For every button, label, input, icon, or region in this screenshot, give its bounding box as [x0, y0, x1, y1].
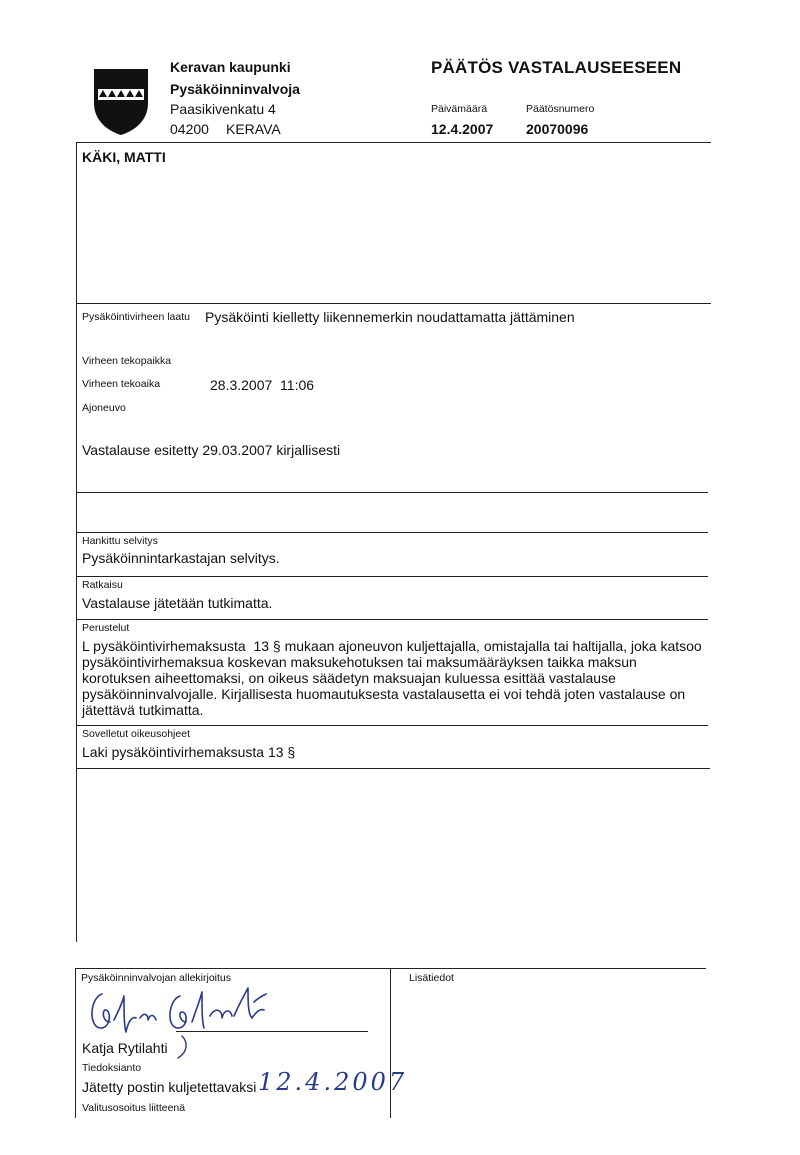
street-address: Paasikivenkatu 4 — [170, 101, 276, 117]
signature-line — [176, 1031, 368, 1032]
coat-of-arms-icon — [92, 67, 150, 137]
signature-left-border — [75, 968, 76, 1118]
signature-label: Pysäköinninvalvojan allekirjoitus — [81, 972, 231, 984]
investigation-value: Pysäköinnintarkastajan selvitys. — [82, 550, 280, 566]
violation-place-label: Virheen tekopaikka — [82, 355, 172, 367]
appendix-label: Valitusosoitus liitteenä — [82, 1102, 186, 1114]
grounds-text — [82, 638, 702, 718]
objection-text: Vastalause esitetty 29.03.2007 kirjallisesti — [82, 442, 341, 458]
department-name: Pysäköinninvalvoja — [170, 81, 300, 97]
rule-objection — [76, 492, 708, 493]
vehicle-label: Ajoneuvo — [82, 402, 126, 414]
rule-top — [76, 142, 711, 143]
grounds-line: pysäköintivirhemaksua koskevan maksukehotuksen tai maksumääräyksen taikka maksun — [82, 654, 637, 670]
decision-value: Vastalause jätetään tutkimatta. — [82, 595, 273, 611]
decision-number-label: Päätösnumero — [526, 103, 595, 115]
decision-label: Ratkaisu — [82, 579, 123, 591]
legal-value: Laki pysäköintivirhemaksusta 13 § — [82, 744, 296, 760]
grounds-line: jätettävä tutkimatta. — [82, 702, 204, 718]
decision-number-value: 20070096 — [526, 121, 589, 137]
rule-recipient — [76, 303, 711, 304]
rule-blank — [76, 532, 708, 533]
violation-type-value: Pysäköinti kielletty liikennemerkin noudattamatta jättäminen — [205, 309, 575, 325]
city: KERAVA — [226, 121, 281, 137]
document-title: PÄÄTÖS VASTALAUSEESEEN — [431, 58, 682, 77]
org-name: Keravan kaupunki — [170, 59, 291, 75]
postal-code: 04200 — [170, 121, 209, 137]
recipient-name: KÄKI, MATTI — [82, 149, 166, 165]
grounds-line: L pysäköintivirhemaksusta 13 § mukaan ajoneuvon kuljettajalla, omistajalla tai haltijalla, joka katsoo — [82, 638, 702, 654]
signature-flourish-icon — [176, 1034, 190, 1060]
date-label: Päivämäärä — [431, 103, 488, 115]
rule-grounds — [76, 725, 708, 726]
violation-time-label: Virheen tekoaika — [82, 378, 161, 390]
violation-time-value: 28.3.2007 11:06 — [210, 377, 315, 393]
violation-type-label: Pysäköintivirheen laatu — [82, 311, 190, 323]
handwritten-date: 12.4.2007 — [258, 1068, 408, 1096]
rule-decision — [76, 619, 708, 620]
grounds-line: pysäköinninvalvojalle. Kirjallisesta huomautuksesta vastalausetta ei voi tehdä joten vastalause on — [82, 686, 686, 702]
grounds-line: korotuksen aiheettomaksi, on oikeus säädetyn maksuajan kuluessa esittää vastalause — [82, 670, 616, 686]
date-value: 12.4.2007 — [431, 121, 494, 137]
legal-label: Sovelletut oikeusohjeet — [82, 728, 190, 740]
rule-legal — [76, 768, 710, 769]
left-border — [76, 142, 77, 942]
signer-name: Katja Rytilahti — [82, 1040, 168, 1056]
extra-info-label: Lisätiedot — [409, 972, 454, 984]
notice-text: Jätetty postin kuljetettavaksi — [82, 1079, 257, 1095]
notice-label: Tiedoksianto — [82, 1062, 142, 1074]
rule-investigation — [76, 576, 708, 577]
investigation-label: Hankittu selvitys — [82, 535, 158, 547]
grounds-label: Perustelut — [82, 622, 130, 634]
